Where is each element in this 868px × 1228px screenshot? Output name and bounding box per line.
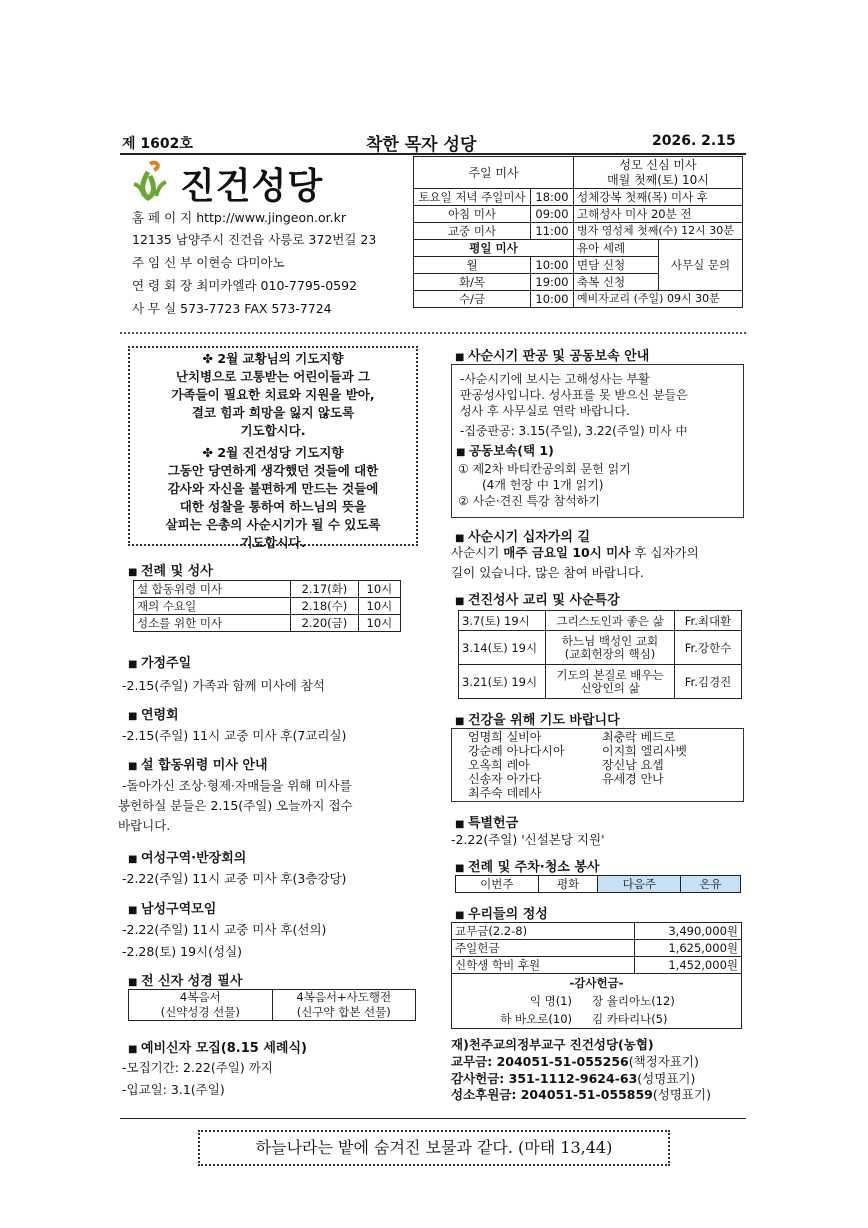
- stations-text: [451, 543, 699, 563]
- mass-note: 고해성사 미사 20분 전: [574, 206, 743, 223]
- confession-line: -사순시기에 보시는 고해성사는 부활: [460, 372, 650, 386]
- weekday-time: 10:00: [531, 291, 574, 308]
- health-name: 이지희 엘리사벳: [602, 744, 687, 758]
- confession-line: -집중판공: 3.15(주일), 3.22(주일) 미사 中: [460, 424, 688, 438]
- thanks-donor: 익 명(1): [529, 994, 572, 1008]
- mass-name: 아침 미사: [414, 206, 531, 223]
- parish-office: 사 무 실 573-7723 FAX 573-7724: [132, 301, 332, 316]
- confirmation-date: 3.21(토) 19시: [459, 665, 546, 699]
- weekday-name: 화/목: [414, 274, 531, 291]
- confirmation-speaker: Fr.강한수: [675, 631, 742, 665]
- memorial-mass-text: 바랍니다.: [118, 818, 171, 833]
- women-meeting-text: -2.22(주일) 11시 교중 미사 후(3층강당): [122, 871, 347, 886]
- parish-prayer-line: 대한 성찰을 통하여 하느님의 뜻을: [179, 499, 367, 514]
- funeral-society-text: -2.15(주일) 11시 교중 미사 후(7교리실): [122, 728, 347, 743]
- offering-name: 주일헌금: [452, 940, 635, 957]
- funeral-society-title: ■ 연령회: [128, 704, 179, 723]
- bible-transcription-table: [128, 989, 416, 1021]
- parish-prayer-line: 기도합시다.: [240, 535, 306, 550]
- men-meeting-text: -2.28(토) 19시(성실): [122, 944, 243, 959]
- confirmation-date: 3.7(토) 19시: [459, 611, 546, 631]
- bible-option-name: 4복음서: [179, 990, 221, 1004]
- mass-name: 교중 미사: [414, 223, 531, 240]
- health-name: 강순례 아나다시아: [468, 744, 565, 758]
- weekday-time: 19:00: [531, 274, 574, 291]
- header-rule: [120, 153, 746, 155]
- thanks-title: -감사헌금-: [569, 976, 624, 990]
- bank-label: 성소후원금:: [451, 1087, 521, 1102]
- catechumen-title: ■ 예비신자 모집(8.15 세례식): [128, 1037, 307, 1056]
- penance-title: ■ 공동보속(택 1): [456, 443, 743, 461]
- pope-prayer-line: 난치병으로 고통받는 어린이들과 그: [175, 369, 371, 384]
- confirmation-speaker: Fr.김경진: [675, 665, 742, 699]
- mass-note: 병자 영성체 첫째(수) 12시 30분: [574, 223, 743, 240]
- offering-name: 신학생 학비 후원: [452, 957, 635, 974]
- bible-option-gift: (신구약 합본 선물): [296, 1005, 391, 1019]
- footer-rule: [120, 1118, 746, 1119]
- confirmation-topic-line: 하느님 백성인 교회: [561, 633, 659, 648]
- header-divider: [120, 332, 746, 334]
- bulletin-date: 2026. 2.15: [652, 133, 736, 149]
- confirmation-topic-line: 기도의 본질로 배우는: [556, 667, 664, 682]
- weekday-note: 면담 신청: [574, 257, 659, 274]
- confirmation-speaker: Fr.최대환: [675, 611, 742, 631]
- weekday-mass-heading: 평일 미사: [414, 240, 574, 257]
- health-name: 신송자 아가다: [468, 772, 542, 786]
- weekday-name: 수/금: [414, 291, 531, 308]
- stations-text-a: 사순시기: [451, 545, 504, 560]
- bible-option-name: 4복음서+사도행전: [296, 990, 392, 1004]
- family-sunday-text: -2.15(주일) 가족과 함께 미사에 참석: [122, 678, 325, 693]
- liturgy-name: 설 합동위령 미사: [134, 581, 291, 598]
- liturgy-date: 2.17(화): [291, 581, 359, 598]
- parish-pastor: 주 임 신 부 이현승 다미아노: [132, 255, 285, 270]
- parish-prayer-line: 감사와 자신을 불편하게 만드는 것들에: [167, 481, 379, 496]
- thanks-donor: 하 바오로(10): [500, 1012, 572, 1026]
- bank-line: [451, 1085, 711, 1103]
- health-name: 장신남 요셉: [602, 758, 664, 772]
- penance-line: ① 제2차 바티칸공의회 문헌 읽기: [458, 462, 631, 476]
- devotion-mass-title: 성모 신심 미사: [619, 157, 697, 172]
- special-offering-title: ■ 특별헌금: [455, 812, 518, 831]
- health-prayer-title: ■ 건강을 위해 기도 바랍니다: [455, 709, 620, 728]
- catechumen-text: -모집기간: 2.22(주일) 까지: [122, 1060, 273, 1075]
- offering-title: ■ 우리들의 정성: [455, 903, 548, 922]
- thanks-donor: 김 카타리나(5): [592, 1012, 668, 1026]
- parish-prayer-title: ✤ 2월 진건성당 기도지향: [202, 445, 344, 460]
- parish-council: 연 령 회 장 최미카엘라 010-7795-0592: [132, 278, 358, 293]
- devotion-mass-sub: 매월 첫째(토) 10시: [607, 172, 709, 187]
- confirmation-topic: [546, 665, 675, 699]
- duty-cell: 온유: [681, 876, 741, 893]
- liturgy-time: 10시: [358, 598, 400, 615]
- parish-logo: [130, 160, 370, 207]
- pope-prayer-line: 결코 힘과 희망을 잃지 않도록: [191, 405, 355, 420]
- bank-note: (성명표기): [652, 1087, 711, 1102]
- stations-title: ■ 사순시기 십자가의 길: [455, 526, 590, 545]
- prayer-intentions-box: [128, 346, 418, 550]
- special-offering-text: -2.22(주일) '신설본당 지원': [451, 832, 605, 847]
- confirmation-title: ■ 견진성사 교리 및 사순특강: [455, 589, 620, 608]
- health-name: 유세경 안나: [602, 772, 664, 786]
- memorial-mass-text: -돌아가신 조상·형제·자매들을 위해 미사를: [122, 778, 352, 793]
- bank-note: (책정자표기): [628, 1054, 699, 1069]
- confession-line: 성사 후 사무실로 연락 바랍니다.: [460, 404, 630, 418]
- weekday-note: 예비자교리 (주일) 09시 30분: [574, 291, 743, 308]
- memorial-mass-text: 봉헌하실 분들은 2.15(주일) 오늘까지 접수: [118, 798, 353, 813]
- bank-line: [451, 1052, 699, 1070]
- bulletin-title: 착한 목자 성당: [366, 135, 477, 155]
- weekday-name: 월: [414, 257, 531, 274]
- bank-account: 351-1112-9624-63: [508, 1071, 638, 1086]
- offering-amount: 1,452,000원: [635, 957, 742, 974]
- stations-text-c: 후 십자가의: [630, 545, 699, 560]
- confession-box: [451, 364, 744, 518]
- parish-logo-icon: [130, 160, 170, 202]
- parish-prayer-line: 그동안 당연하게 생각했던 것들에 대한: [167, 463, 379, 478]
- weekday-note: 축복 신청: [574, 274, 659, 291]
- duty-cell: 이번주: [456, 876, 539, 893]
- men-meeting-text: -2.22(주일) 11시 교중 미사 후(선의): [122, 922, 327, 937]
- parish-prayer-line: 살피는 은총의 사순시기가 될 수 있도록: [165, 517, 381, 532]
- liturgy-time: 10시: [358, 581, 400, 598]
- catechumen-text: -입교일: 3.1(주일): [122, 1082, 225, 1097]
- bank-account: 204051-51-055256: [496, 1054, 629, 1069]
- thanks-donor: 장 율리아노(12): [592, 994, 675, 1008]
- duty-title: ■ 전례 및 주차·청소 봉사: [455, 856, 599, 875]
- bank-note: (성명표기): [637, 1071, 696, 1086]
- health-name: 최주숙 데레사: [468, 786, 542, 800]
- pope-prayer-line: 기도합시다.: [240, 423, 306, 438]
- liturgy-name: 성소를 위한 미사: [134, 615, 291, 632]
- offering-amount: 3,490,000원: [635, 923, 742, 940]
- confirmation-date: 3.14(토) 19시: [459, 631, 546, 665]
- health-name: 최충락 베드로: [602, 730, 676, 744]
- pope-prayer-line: 가족들이 필요한 치료와 지원을 받아,: [171, 387, 375, 402]
- memorial-mass-title: ■ 설 합동위령 미사 안내: [128, 754, 268, 773]
- liturgy-date: 2.20(금): [291, 615, 359, 632]
- confirmation-table: [458, 610, 742, 699]
- mass-time: 11:00: [531, 223, 574, 240]
- women-meeting-title: ■ 여성구역·반장회의: [128, 847, 246, 866]
- bible-option: [129, 990, 273, 1021]
- liturgy-date: 2.18(수): [291, 598, 359, 615]
- stations-text-b: 매주 금요일 10시 미사: [503, 545, 631, 560]
- liturgy-title: ■ 전례 및 성사: [128, 560, 213, 579]
- office-inquiry: 사무실 문의: [659, 240, 743, 291]
- bible-option: [272, 990, 416, 1021]
- issue-number: 제 1602호: [122, 136, 193, 152]
- offering-table: [451, 922, 742, 1029]
- liturgy-name: 재의 수요일: [134, 598, 291, 615]
- bank-label: 감사헌금:: [451, 1071, 509, 1086]
- confession-line: 판공성사입니다. 성사표를 못 받으신 분들은: [460, 388, 688, 402]
- confession-title: ■ 사순시기 판공 및 공동보속 안내: [455, 345, 649, 364]
- men-meeting-title: ■ 남성구역모임: [128, 898, 216, 917]
- sunday-mass-heading: 주일 미사: [414, 157, 574, 189]
- bank-title: 재)천주교의정부교구 진건성당(농협): [451, 1037, 654, 1052]
- footer-quote-box: [198, 1130, 670, 1166]
- penance-line: (4개 헌장 中 1개 읽기): [482, 478, 604, 492]
- duty-cell: 평화: [538, 876, 598, 893]
- parish-logo-text: 진건성당: [180, 166, 324, 207]
- offering-amount: 1,625,000원: [635, 940, 742, 957]
- mass-time: 09:00: [531, 206, 574, 223]
- liturgy-table: [133, 580, 401, 632]
- parish-address: 12135 남양주시 진건읍 사릉로 372번길 23: [132, 232, 377, 247]
- bank-account: 204051-51-055859: [520, 1087, 653, 1102]
- duty-table: [455, 875, 741, 893]
- mass-schedule-table: [413, 156, 743, 308]
- penance-line: ② 사순·견진 특강 참석하기: [458, 494, 600, 508]
- pope-prayer-title: ✤ 2월 교황님의 기도지향: [202, 351, 344, 366]
- duty-cell: 다음주: [598, 876, 681, 893]
- bank-label: 교무금:: [451, 1054, 497, 1069]
- mass-name: 토요일 저녁 주일미사: [414, 189, 531, 206]
- family-sunday-title: ■ 가정주일: [128, 652, 191, 671]
- bible-transcription-title: ■ 전 신자 성경 필사: [128, 970, 242, 989]
- health-name: 엄명희 실비아: [468, 730, 542, 744]
- confirmation-topic-line: 신앙인의 삶: [580, 680, 640, 695]
- weekday-time: 10:00: [531, 257, 574, 274]
- confirmation-topic-line: (교회헌장의 핵심): [564, 646, 656, 661]
- footer-quote: 하늘나라는 밭에 숨겨진 보물과 같다. (마태 13,44): [255, 1138, 613, 1157]
- health-name: 오옥희 레아: [468, 758, 530, 772]
- confirmation-topic: 그리스도인과 좋은 삶: [546, 611, 675, 631]
- bible-option-gift: (신약성경 선물): [160, 1005, 240, 1019]
- devotion-mass-heading: [574, 157, 743, 189]
- liturgy-time: 10시: [358, 615, 400, 632]
- health-prayer-box: [451, 728, 744, 802]
- mass-note: 성체강복 첫째(목) 미사 후: [574, 189, 743, 206]
- offering-name: 교무금(2.2-8): [452, 923, 635, 940]
- confirmation-topic: [546, 631, 675, 665]
- parish-homepage: 홈 페 이 지 http://www.jingeon.or.kr: [132, 210, 347, 225]
- infant-baptism: 유아 세례: [574, 240, 659, 257]
- mass-time: 18:00: [531, 189, 574, 206]
- stations-text-2: 길이 있습니다. 많은 참여 바랍니다.: [451, 565, 644, 580]
- thanks-offering: [452, 974, 742, 1029]
